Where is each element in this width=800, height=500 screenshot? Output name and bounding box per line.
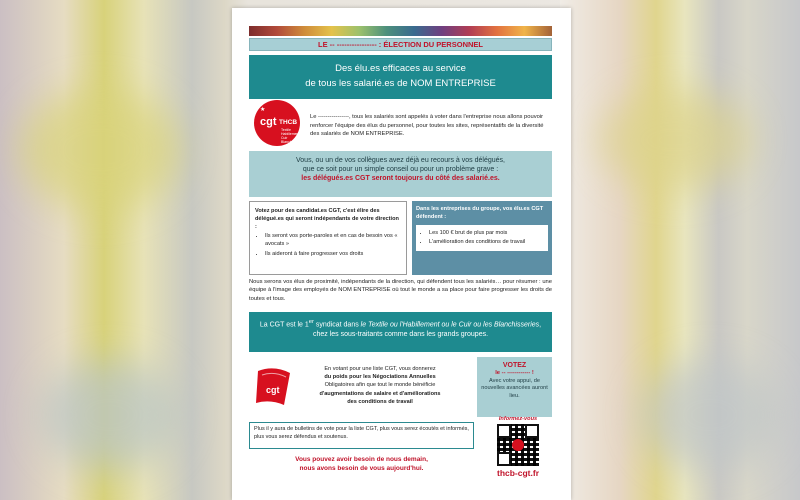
background-blob (600, 90, 750, 190)
votez-text: Avec votre appui, de nouvelles avancées auront lieu. (481, 377, 548, 399)
election-label: LE -- ---------------- : ÉLECTION DU PERSONNEL (249, 38, 552, 51)
list-item: • Ils aideront à faire progresser vos droits (265, 251, 401, 259)
vote-reasons-list (255, 233, 401, 258)
background-blob (40, 360, 180, 470)
group-demands-box (412, 201, 552, 275)
headline-banner (249, 55, 552, 99)
header-image-strip (249, 26, 552, 36)
negotiation-paragraph (300, 365, 460, 406)
votez-box (477, 357, 552, 417)
logo-thcb-text: THCB (279, 119, 298, 126)
votez-title: VOTEZ (502, 362, 527, 369)
closing-line-1: Vous pouvez avoir besoin de nous demain, (295, 456, 428, 463)
list-item: • Ils seront vos porte-paroles et en cas de besoin vos « avocats » (265, 233, 401, 249)
qr-logo (512, 439, 524, 451)
closing-line-2: nous avons besoin de vous aujourd'hui. (299, 465, 424, 472)
syndicat-text-3: , chez les sous-traitants comme dans les grands groupes. (312, 321, 542, 339)
list-item: • Les 100 € brut de plus par mois (429, 230, 545, 238)
callout-line-1: Vous, ou un de vos collègues avez déjà eu recours à vos délégués, (296, 157, 505, 164)
info-label: Informez-vous (498, 416, 538, 422)
svg-text:cgt: cgt (266, 385, 280, 395)
cgt-thcb-logo (254, 100, 304, 146)
logo-cgt-text: cgt (260, 116, 277, 128)
callout-line-2: que ce soit pour un simple conseil ou pour un problème grave : (302, 166, 499, 173)
website-link[interactable]: thcb-cgt.fr (496, 468, 540, 478)
syndicat-banner (249, 312, 552, 352)
syndicat-sup: er (308, 319, 314, 325)
negotiation-line-1: En votant pour une liste CGT, vous donnerez (324, 366, 436, 372)
cgt-flag-icon (254, 363, 294, 409)
negotiation-line-3: Obligatoires afin que tout le monde bénéficie (324, 382, 436, 389)
logo-subtitle: Textile Habillement Cuir Blanchisseries (281, 128, 304, 144)
proximity-paragraph: Nous serons vos élus de proximité, indépendants de la direction, qui défendent tous les salariés… pour résumer : une équipe à l'image des employés de NOM ENTREPRISE où tout le monde a sa place pour faire progresser les droits de toutes et tous. (249, 279, 552, 302)
flyer-document (232, 8, 571, 500)
votez-date: le -- ------------ ! (495, 370, 534, 376)
negotiation-line-5: des conditions de travail (347, 398, 413, 405)
intro-paragraph: Le ----------------, tous les salariés sont appelés à voter dans l'entreprise nous allons pouvoir renforcer l'équipe des élus du personnel, pour toutes les sites, représentatifs de la diversité des salariés de NOM ENTREPRISE. (310, 114, 544, 137)
syndicat-text-2: syndicat dans (313, 321, 361, 329)
background-blob (640, 360, 780, 470)
vote-reasons-intro: Votez pour des candidat.es CGT, c'est élire des délégué.es qui seront indépendants de votre direction : (255, 208, 399, 230)
qr-code-icon[interactable] (497, 424, 539, 466)
syndicat-sectors: le Textile ou l'Habillement ou le Cuir ou les Blanchisseries (360, 321, 540, 329)
group-demands-title: Dans les entreprises du groupe, vos élu.es CGT défendent : (416, 206, 544, 220)
negotiation-line-2: du poids pour les Négociations Annuelles (324, 374, 436, 381)
negotiation-line-4: d'augmentations de salaire et d'améliorations (319, 390, 441, 397)
closing-message (249, 455, 474, 473)
star-icon: ★ (260, 107, 266, 113)
list-item: • L'amélioration des conditions de travail (429, 239, 545, 247)
group-demands-inner (416, 225, 548, 252)
syndicat-text-1: La CGT est le 1 (259, 321, 309, 329)
ballot-box-note: Plus il y aura de bulletins de vote pour la liste CGT, plus vous serez écoutés et informés, plus vous serez défendus et soutenus. (249, 422, 474, 449)
qr-corner (497, 452, 511, 466)
background-blob (20, 90, 180, 210)
group-demands-list (419, 230, 545, 248)
headline-line-1: Des élu.es efficaces au service (335, 63, 466, 74)
callout-line-3: les délégués.es CGT seront toujours du côté des salarié.es. (301, 175, 500, 182)
callout-box (249, 151, 552, 197)
headline-line-2: de tous les salarié.es de NOM ENTREPRISE (305, 78, 496, 89)
vote-reasons-box (249, 201, 407, 275)
info-box (488, 416, 548, 496)
